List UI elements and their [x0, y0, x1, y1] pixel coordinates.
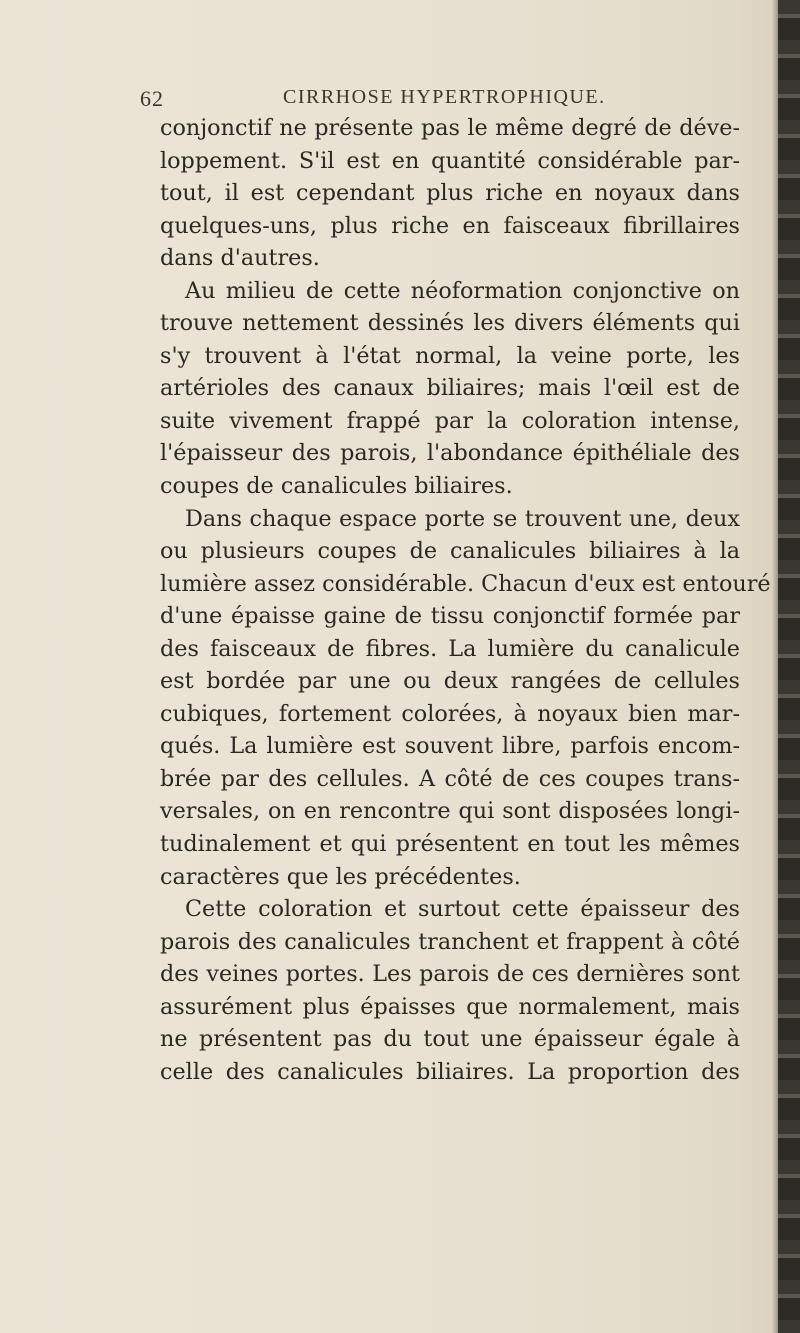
body-text — [160, 112, 771, 1088]
text-line: tudinalement et qui présentent en tout les mêmes — [160, 831, 740, 858]
book-binding-edge — [778, 0, 800, 1333]
text-line: des faisceaux de fibres. La lumière du canalicule — [160, 635, 740, 662]
running-head: CIRRHOSE HYPERTROPHIQUE. — [283, 86, 606, 108]
text-line: assurément plus épaisses que normalement, mais — [160, 993, 740, 1020]
text-line: suite vivement frappé par la coloration intense, — [160, 407, 740, 434]
text-line: tout, il est cependant plus riche en noyaux dans — [160, 180, 740, 207]
text-line: des veines portes. Les parois de ces dernières sont — [160, 961, 740, 988]
text-line: conjonctif ne présente pas le même degré de déve- — [160, 115, 740, 141]
text-line: Dans chaque espace porte se trouvent une, deux — [185, 505, 740, 532]
text-line: s'y trouvent à l'état normal, la veine porte, les — [160, 342, 740, 369]
text-line: loppement. S'il est en quantité considérable par- — [160, 147, 740, 174]
text-line: est bordée par une ou deux rangées de cellules — [160, 668, 740, 695]
text-line: lumière assez considérable. Chacun d'eux est entouré — [160, 570, 771, 597]
text-line: trouve nettement dessinés les divers éléments qui — [160, 310, 740, 337]
text-line: versales, on en rencontre qui sont disposées longi- — [160, 798, 740, 825]
text-line: quelques-uns, plus riche en faisceaux fibrillaires — [160, 212, 740, 239]
text-line: celle des canalicules biliaires. La proportion des — [160, 1058, 740, 1085]
text-line: d'une épaisse gaine de tissu conjonctif formée par — [160, 603, 740, 630]
text-line: cubiques, fortement colorées, à noyaux bien mar- — [160, 700, 740, 727]
text-line: qués. La lumière est souvent libre, parfois encom- — [160, 733, 740, 760]
text-line: coupes de canalicules biliaires. — [160, 473, 513, 500]
text-line: l'épaisseur des parois, l'abondance épithéliale des — [160, 440, 740, 467]
page-number: 62 — [140, 86, 164, 111]
text-line: ne présentent pas du tout une épaisseur égale à — [160, 1026, 740, 1053]
text-line: ou plusieurs coupes de canalicules biliaires à la — [160, 538, 740, 565]
text-line: caractères que les précédentes. — [160, 863, 521, 890]
text-line: dans d'autres. — [160, 245, 320, 272]
text-line: parois des canalicules tranchent et frappent à côté — [160, 928, 740, 955]
text-line: Au milieu de cette néoformation conjonctive on — [185, 277, 740, 304]
text-line: brée par des cellules. A côté de ces coupes trans- — [160, 765, 740, 792]
text-line: artérioles des canaux biliaires; mais l'œil est de — [160, 375, 740, 402]
text-line: Cette coloration et surtout cette épaisseur des — [185, 896, 740, 923]
